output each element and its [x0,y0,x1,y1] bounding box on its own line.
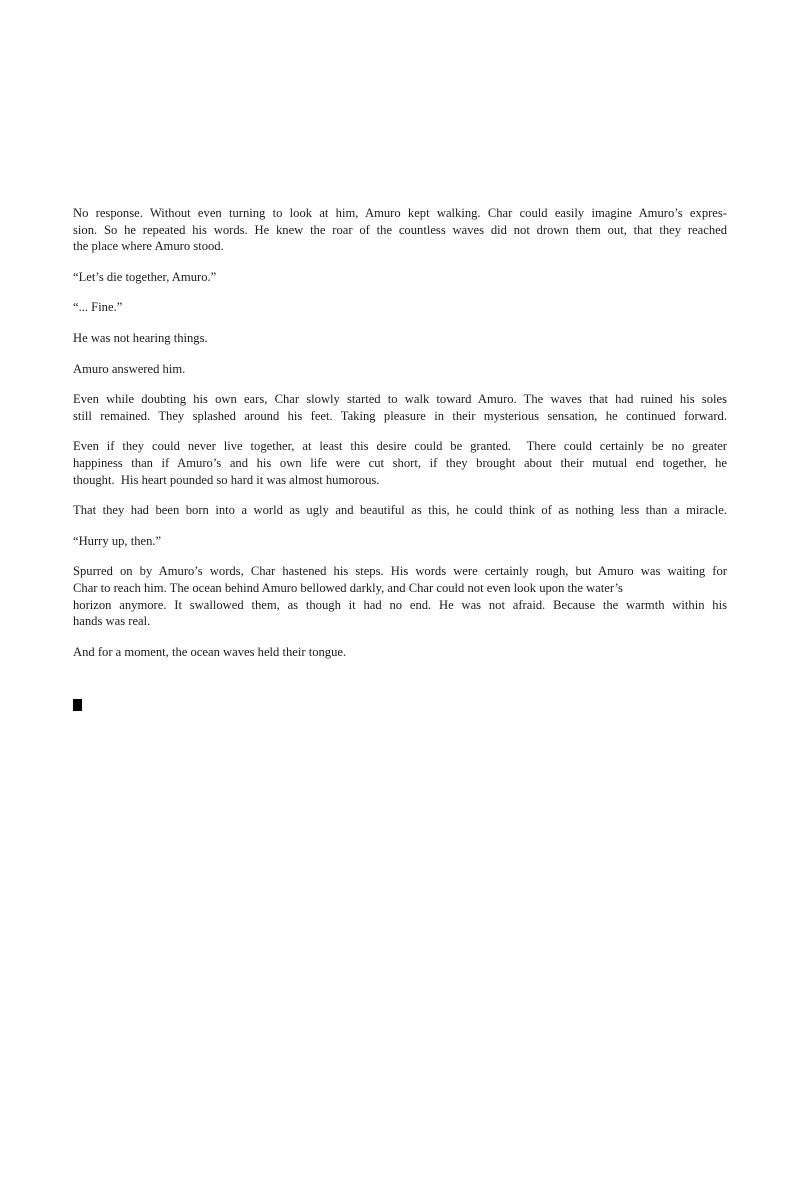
paragraph [73,299,727,316]
paragraph [73,533,727,550]
paragraph [73,391,727,424]
paragraph [73,563,727,629]
text-block [73,205,727,711]
paragraph [73,361,727,378]
text-line: horizon anymore. It swallowed them, as though it had no end. He was not afraid. Because the warmth within his [73,597,727,612]
paragraph [73,330,727,347]
paragraph [73,644,727,661]
text-line: the place where Amuro stood. [73,239,224,254]
text-line: Even if they could never live together, at least this desire could be granted. There could certainly be no greater [73,439,727,454]
text-line: Spurred on by Amuro’s words, Char hastened his steps. His words were certainly rough, but Amuro was waiting for [73,564,727,579]
text-line: And for a moment, the ocean waves held their tongue. [73,644,347,659]
text-line: thought. His heart pounded so hard it was almost humorous. [73,472,380,487]
text-line: “Hurry up, then.” [73,533,162,548]
text-line: He was not hearing things. [73,330,208,345]
paragraph [73,502,727,519]
text-line: sion. So he repeated his words. He knew the roar of the countless waves did not drown them out, that they reached [73,222,727,237]
paragraph [73,205,727,255]
text-line: No response. Without even turning to look at him, Amuro kept walking. Char could easily imagine Amuro’s expres- [73,206,727,220]
text-line: “Let’s die together, Amuro.” [73,269,217,284]
text-line: Char to reach him. The ocean behind Amuro bellowed darkly, and Char could not even look upon the water’s [73,580,623,595]
text-line: Even while doubting his own ears, Char slowly started to walk toward Amuro. The waves that had ruined his soles [73,392,727,407]
paragraph [73,269,727,286]
text-line: happiness than if Amuro’s and his own life were cut short, if they brought about their mutual end together, he [73,455,727,470]
text-line: Amuro answered him. [73,361,186,376]
text-line: “... Fine.” [73,300,123,315]
end-of-text-mark [73,699,82,711]
text-line: That they had been born into a world as ugly and beautiful as this, he could think of as nothing less than a miracle. [73,503,727,518]
paragraph [73,438,727,488]
text-line: hands was real. [73,614,151,629]
text-line: still remained. They splashed around his feet. Taking pleasure in their mysterious sensation, he continued forward. [73,408,727,423]
